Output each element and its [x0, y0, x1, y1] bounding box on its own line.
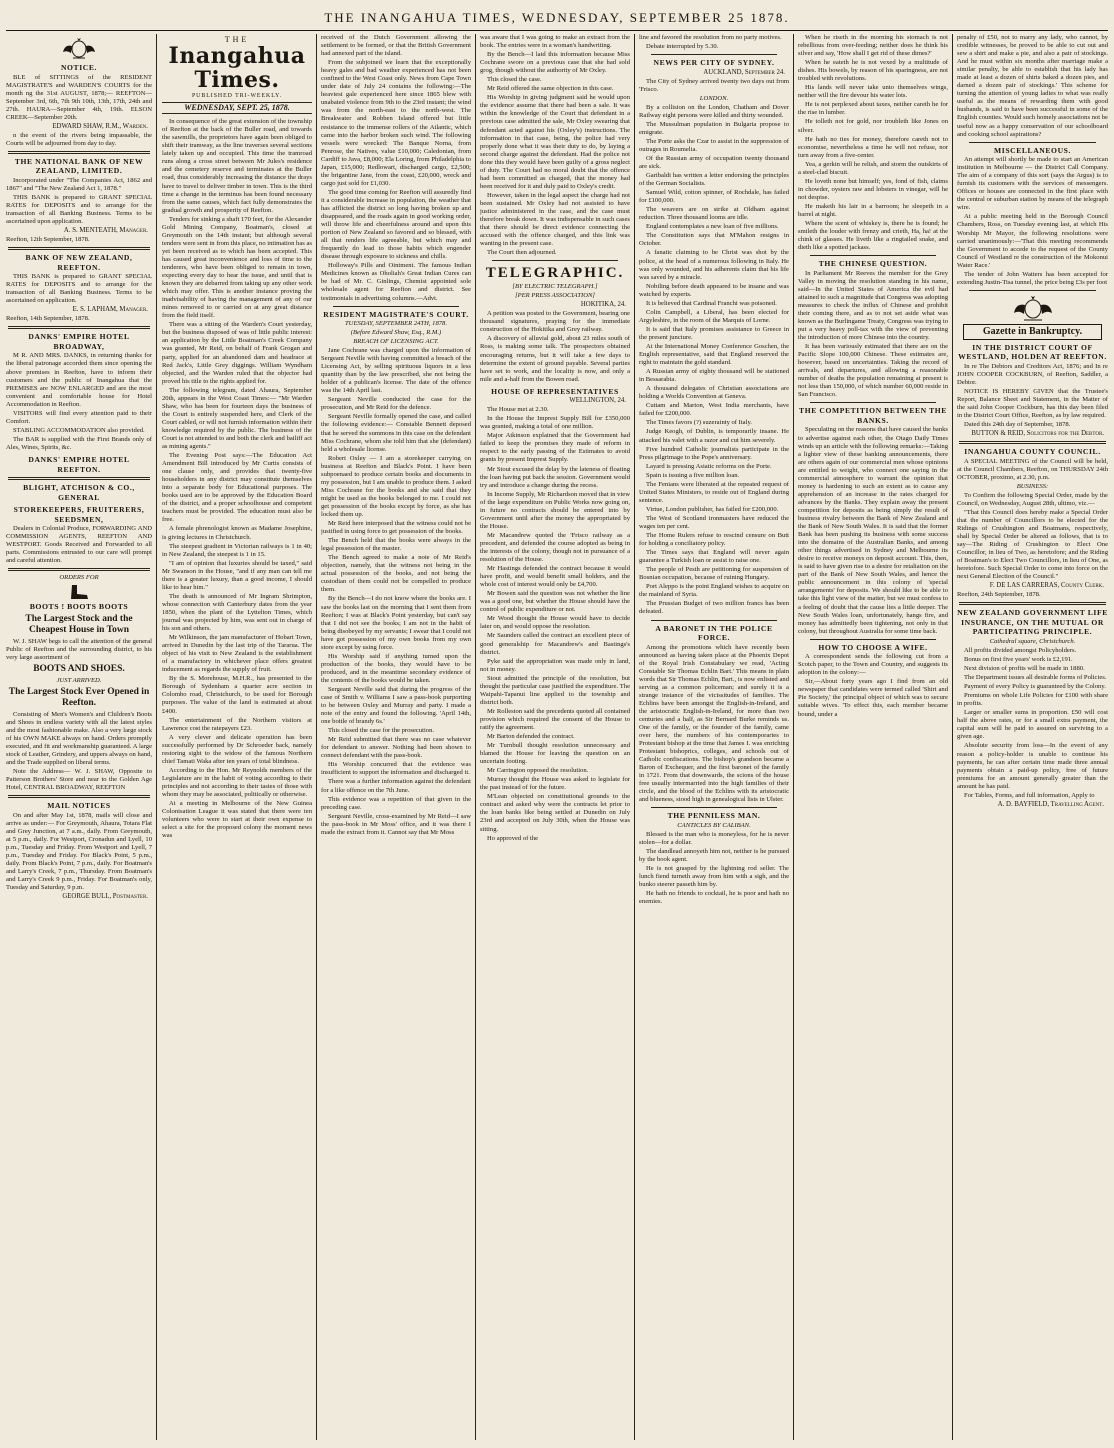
baronet-heading: A BARONET IN THE POLICE FORCE. — [655, 623, 773, 642]
news-paragraph: The City of Sydney arrived twenty two days out from 'Frisco. — [639, 77, 789, 93]
divider — [8, 477, 150, 480]
shaw-address: Note the Address— W. J. SHAW, Opposite to Patterson Brothers' Store and near to the Golden Age Hotel, CENTRAL BROADWAY, REEFTON — [6, 768, 152, 792]
house-paragraph: Mr Wood thought the House would have to decide later on, and would oppose the resolution. — [480, 615, 630, 631]
news-paragraph: The West of Scotland ironmasters have reduced the wages ten per cent. — [639, 514, 789, 530]
news-paragraph: Samuel Wild, cotton spinner, of Rochdale, has failed for £100,000. — [639, 189, 789, 205]
competition-heading: THE COMPETITION BETWEEN THE BANKS. — [799, 406, 947, 425]
mail-notices-heading: MAIL NOTICES — [47, 801, 111, 811]
hotel-text: M R. AND MRS. DANKS, in returning thanks for the liberal patronage accorded them since opening the above premises in Reefton, have to inform their customers and the public of Inangahua that the PREMISES are NOW ENLARGED and are the most convenient and comfortable house for Hotel Accommodation in Reefton. — [6, 352, 152, 408]
mail-notices-text: On and after May 1st, 1878, mails will close and arrive as under:— For Greymouth, Ahaura, Totara Flat and Grey Junction, at 7 a.m., daily. From Greymouth, at 5 p.m., daily. For Westport, Cronadun and Lyell, 10 p.m., Tuesday and Friday. From Westport and Lyell, 7 p.m., Tuesday and Friday. For Black's Point, 5 p.m., daily. From Black's Point, 7 p.m., daily. For Boatman's and Larry's Creek, 7 p.m., Thursday. From Boatman's and Larry's Creek 9 p.m., Friday. For Boatman's only, Tuesday and Saturday, 9 p.m. — [6, 811, 152, 892]
penniless-paragraph: He is not grasped by the lightning rod seller. The lunch fiend turneth away from him with a sigh, and the bunko steerer passeth him by. — [639, 865, 789, 889]
penniless-paragraph: His lands will never take unto themselves wings, neither will the fire devour his water lots. — [798, 84, 948, 100]
divider — [959, 441, 1106, 444]
chinese-paragraph: In Parliament Mr Reeves the member for the Grey Valley in moving the resolution standing in his name, said—In the United States of America the evil had attained to such a magnitude that Congress was adopting measures to check the influx of Chinese and prohibit their coming there, and as to not set aside what was known as the Burlingame Treaty, Congress was trying to put a very heavy poll-tax with the view of preventing the introduction of more Chinese into the country. — [798, 269, 948, 342]
house-paragraph: Mr Stout excused the delay by the lateness of floating the loan having put back the session. Government would try and introduce a change during the recess. — [480, 465, 630, 489]
miscellaneous-heading: MISCELLANEOUS. — [994, 145, 1071, 155]
article-paragraph: The good time coming for Reefton will assuredly find it a considerable increase in population, the weather that has afflicted the district so long having broken up and disappeared, and the roads again in good working order, will throw life and cheerfulness around and upon this portion of New Zealand so favored and so blessed, with all that renders life agreeable, but which may and frequently do lead to those habits which engender disease through exposure to sickness and chills. — [321, 188, 471, 261]
divider — [8, 326, 150, 329]
column-rule — [793, 34, 794, 1440]
court-paragraph: Mr Reid here interposed that the witness could not be justified in using force to get possession of the books. — [321, 520, 471, 536]
news-paragraph: The Home Rulers refuse to rescind censure on Butt for holding a conciliatory policy. — [639, 532, 789, 548]
article-paragraph: A very clever and delicate operation has been successfully performed by Dr Schroeder back, namely restoring sight to the widow of the famous Northern chief Tamati Waka after ten years of total blindness. — [162, 733, 312, 765]
column-3 — [321, 34, 471, 1442]
house-paragraph: Mr Saunders called the contract an excellent piece of good generalship for Macandrew's and Bastings's district. — [480, 632, 630, 656]
court-paragraph: Sergeant Neville said that during the progress of the case of Smith v. Williams I saw a pass-book purporting to be between Oxley and Murray and party. I made a note of the entry and found the following. 'April 14th, one bottle of brandy 6s.' — [321, 685, 471, 726]
telegraphic-sub: [BY ELECTRIC TELEGRAPH.] — [512, 283, 598, 291]
penniless-paragraph: He hath no ties for money, therefore careth not to economise, nevertheless a time he will not refuse, nor turn away from a five-center. — [798, 135, 948, 159]
insurance-heading: NEW ZEALAND GOVERNMENT LIFE INSURANCE, ON THE MUTUAL OR PARTICIPATING PRINCIPLE. — [957, 608, 1108, 637]
news-paragraph: The Constitution says that M'Mahon resigns in October. — [639, 232, 789, 248]
column-rule — [952, 34, 953, 1440]
penniless-paragraph: He tolleth not for gold, nor troubleth like Jones on silver. — [798, 118, 948, 134]
news-paragraph: The Porte asks the Czar to assist in the suppression of outrages in Roumelia. — [639, 137, 789, 153]
store-heading-2: STOREKEEPERS, FRUITERERS, SEEDSMEN, — [13, 505, 145, 524]
chinese-question-heading: THE CHINESE QUESTION. — [818, 259, 928, 269]
newspaper-title-block — [162, 36, 312, 114]
penniless-paragraph: He is not perplexed about taxes, neither careth he for the rise in lumber. — [798, 101, 948, 117]
news-paragraph: Of the Russian army of occupation twenty thousand are sick. — [639, 154, 789, 171]
divider — [651, 54, 777, 55]
largest-stock-heading: The Largest Stock and the Cheapest House in Town — [25, 613, 133, 635]
issue-date: WEDNESDAY, SEPT. 25, 1878. — [162, 102, 312, 114]
store-text: Dealers in Colonial Produce, FORWARDING AND COMMISSION AGENTS, REEFTON AND WESTPORT. Goods Received and Forwarded to all parts. Commissions entrusted to our care will prompt and careful attention. — [6, 525, 152, 565]
wife-paragraph: penalty of £50, not to marry any lady, who cannot, by credible witnesses, be proved to be able to cut out and sew a shirt and make a pie, and also a pair of stockings. And he must within six months after marriage make a similar penalty, be able to establish that his lady has made at least a dozen of shirts baked a dozen pies, and darned a dozen pair of stockings.' This scheme for turning the attention of young ladies to what was really useful as the means of rewarding them with good husbands, is said to have been successful in some of the English counties. Would such homely associations not be useful now as a happy conservation of our schoolboard and cooking school aspirations? — [957, 34, 1108, 138]
court-paragraph: This closed the case for the prosecution. — [328, 727, 435, 735]
house-paragraph: Pyke said the appropriation was made only in land, not in money. — [480, 657, 630, 673]
penniless-paragraph: Blessed is the man who is moneyless, for he is never stolen—for a dollar. — [639, 830, 789, 846]
store-heading: BLIGHT, ATCHISON & CO., GENERAL — [23, 483, 135, 502]
article-paragraph: At a meeting in Melbourne of the New Guinea Colonisation League it was stated that there were ten volunteers who were to start at their own expense to select a site for the proposed colony the moment news was — [162, 800, 312, 840]
court-paragraph: There was a further information against the defendant for a like offence on the 7th June. — [321, 778, 471, 794]
misc-paragraph: At a public meeting held in the Borough Council Chambers, Ross, on Tuesday evening last, at which His Worship Mr Mayor, the following resolutions were carried unanimously:—'That this meeting recommends the Government to accede to the request of the County Council of Westland re the construction of the Mokonui Water Race.' — [957, 213, 1108, 269]
masthead: THE INANGAHUA TIMES, WEDNESDAY, SEPTEMBER 25 1878. — [324, 10, 790, 25]
news-london: LONDON. — [699, 94, 729, 102]
baronet-paragraph: Among the promotions which have recently been announced as having taken place at the Phoenix Depot of the Royal Irish Constabulary we read, 'Acting Constable Sir Thomas Echlin Bart.' This means in plain words that Sir Thomas Echlin, Bart., is now enlisted and serving as a common policeman; and surely it is a strange instance of the vicissitudes of families. The Echlins have been amongst the English-in-Ireland, and the aristocratic English-in-Ireland, for more than two centuries and a half, as Sir Bernard Burke reminds us. One of the family, or the founder of the family, came over here, the numbers of his contemporaries to Protestant bishop at the time that James I. was enriching Protestant bishoprics, colleges, and schools out of Catholic confiscations. The bishop's grandson became a Baron of Exchequer, and the first baronet of the family in 1721. From that downwards, the scions of the house free usually intermarried into the high families of their circle, and the blood of the Echlins with its aristocratic and blueness, stood high in genealogical lists in Ulster. — [639, 643, 789, 804]
insurance-paragraph: Payment of every Policy is guaranteed by the Colony. — [964, 683, 1106, 691]
news-location: AUCKLAND, September 24. — [703, 68, 785, 76]
divider — [333, 306, 459, 307]
court-paragraph: was aware that I was going to make an extract from the book. The entries were in a woman's handwriting. — [480, 34, 630, 50]
article-paragraph: received of the Dutch Government allowing the settlement to be formed, or that the British Government had annexed part of the island. — [321, 34, 471, 58]
divider — [492, 260, 618, 261]
bank-nz-text: THIS BANK is prepared to GRANT SPECIAL RATES for DEPOSITS and to arrange for the transaction of all Banking Business. Terms to be ascertained on application. — [6, 273, 152, 305]
court-paragraph: His Worship said if anything turned upon the production of the books, they would have to be produced, and in the meantime secondary evidence of the contents of the books would be taken. — [321, 652, 471, 684]
house-paragraph: Mr Rolleston said the precedents quoted all contained provision which required the consent of the House to ratify the agreement. — [480, 707, 630, 731]
news-paragraph: Garibaldi has written a letter endorsing the principles of the German Socialists. — [639, 172, 789, 188]
house-paragraph: Murray thought the House was asked to legislate for the past instead of for the future. — [480, 776, 630, 792]
notice-footnote: n the event of the rivers being impassable, the Courts will be adjourned from day to day. — [6, 131, 152, 147]
news-paragraph: Layard is pressing Asiatic reforms on the Porte. — [646, 462, 772, 470]
misc-paragraph: The tender of John Watters has been accepted for extending Justin-Tisa tunnel, the price being £3s per foot — [957, 270, 1108, 286]
insurance-paragraph: Bonus on first five years' work is £2,191. — [964, 655, 1073, 663]
largest-stock-2: The Largest Stock Ever Opened in Reefton. — [8, 686, 150, 708]
insurance-paragraph: Premiums on whole Life Policies for £100 with share in profits. — [957, 692, 1108, 708]
hotel-footer: DANKS' EMPIRE HOTEL REEFTON. — [28, 455, 130, 474]
house-paragraph: Ho approved of the — [487, 834, 539, 842]
house-paragraph: Mr Barton defended the contract. — [487, 733, 575, 741]
council-paragraph: To Confirm the following Special Order, made by the Council, on Wednesday, August 28th, ultimo, viz.— — [957, 491, 1108, 507]
news-paragraph: Colin Campbell, a Liberal, has been elected for Argyleshire, in the room of the Marquis of Lorne. — [639, 308, 789, 324]
national-bank-date: Reefton, 12th September, 1878. — [6, 236, 90, 244]
telegram-paragraph: A petition was posted to the Government, bearing one thousand signatures, praying for the immediate construction of the Hokitika and Grey railway. — [480, 310, 630, 334]
house-paragraph: Mr Macandrew quoted the 'Frisco railway as a precedent, and defended the course adopted as being in the interests of the colony, though not in pursuance of a resolution of the House. — [480, 531, 630, 564]
news-paragraph: Virtue, London publisher, has failed for £200,000. — [646, 505, 779, 513]
news-paragraph: A fanatic claiming to be Christ was shot by the police, at the head of a numerous following in Italy. He was only wounded, and his adherents claim that his life was saved by a miracle. — [639, 249, 789, 281]
article-paragraph: The steepest gradient in Victorian railways is 1 in 40; in New Zealand, the steepest is 1 in 15. — [162, 542, 312, 558]
news-paragraph: Spain is issuing a five million loan. — [646, 471, 740, 479]
column-6 — [798, 34, 948, 1442]
divider — [8, 247, 150, 250]
court-paragraph: This closed the case. — [487, 76, 542, 84]
district-court-signature: BUTTON & REID, Solicitors for the Debtor. — [971, 430, 1104, 438]
just-arrived: JUST ARRIVED. — [56, 676, 102, 684]
house-paragraph: Stout admitted the principle of the resolution, but thought the particular case justified the expenditure. The Waipahi-Tapanui line applied to the township and district both. — [480, 674, 630, 706]
notice-text: BLE of SITTINGS of the RESIDENT MAGISTRATE'S and WARDEN'S COURTS for the month ng the 31st AUGUST, 1878;— REEFTON—September 3rd, 6th, 7th 9th 10th, 13th, 17th, 24th and 27th. HAURA—September 4th, 19th. ELSON CREEK—September 20th. — [6, 73, 152, 121]
hotel-stabling: STABLING ACCOMMODATION also provided. — [13, 426, 145, 434]
insurance-paragraph: The Department issues all desirable forms of Policies. — [964, 674, 1107, 682]
penniless-heading: THE PENNILESS MAN. — [667, 811, 761, 821]
court-paragraph: His Worship concurred that the evidence was insufficient to support the information and discharged it. — [321, 761, 471, 777]
divider — [959, 602, 1106, 605]
column-5 — [639, 34, 789, 1442]
news-paragraph: The weavers are on strike at Oldham against reduction. Three thousand looms are idle. — [639, 206, 789, 222]
column-rule — [316, 34, 317, 1440]
house-paragraph: Mr Hastings defended the contract because it would have profit, and would benefit small holders, and the whole cost of interest would only be £4,700. — [480, 565, 630, 589]
notice-heading: NOTICE. — [60, 63, 98, 72]
court-paragraph: His Worship in giving judgment said he would upon the evidence assume that there had been a sale. It was within the knowledge of the Court that defendant in a previous case admitted the sale, Mr Oxley swearing that defendant acted against his (Oxley's) instructions. The information in that case, being, the police had very properly done what it was their duty to do, by laying a second charge against the defendant. Had the police not done this they would have been guilty of a gross neglect of duty. The Court had no moral doubt that the offence had been committed as charged, that the money had been received for it and duly paid to Oxley's credit. — [480, 94, 630, 190]
court-paragraph: Sergeant Neville conducted the case for the prosecution, and Mr Reid for the defence. — [321, 396, 471, 412]
house-paragraph: Mr Turnbull thought resolution unnecessary and blamed the House for leaving the question on an uncertain footing. — [480, 742, 630, 766]
divider — [969, 290, 1096, 291]
column-1 — [6, 34, 152, 1442]
house-paragraph: The House met at 2.30. — [487, 406, 549, 414]
insurance-signature: A. D. BAYFIELD, Travelling Agent. — [997, 800, 1104, 808]
penniless-paragraph: When he riseth in the morning his stomach is not rebellious from over-feeding; neither does he think his silver and say, 'How shall I get rid of these dimes?' — [798, 34, 948, 58]
news-paragraph: The Times favors (?) suzerainty of Italy. — [646, 419, 752, 427]
article-paragraph: "I am of opinion that luxuries should be taxed," said Mr Swanson in the House, "and if any man can tell me there is a greater luxury, than a good income, I should like to hear him." — [162, 559, 312, 591]
court-paragraph: However, taken in the legal aspect the charge had not been sustained. Mr Oxley had not assisted to have justice administered in the case, and the case must therefore break down. It was indispensable in such cases that there should be direct evidence connecting the accused with the offence charged, and this link was wanting in the present case. — [480, 191, 630, 248]
newspaper-title: Inangahua Times. — [168, 43, 306, 94]
article-paragraph: Holloway's Pills and Ointment. The famous Indian Medicines known as Oholiah's Great Indian Cures can be had of Mr. C. Ginlings, Chemist appointed sole wholesale agent for Reefton and district. See testimonials in advertising columns.—Advt. — [321, 262, 471, 302]
wife-paragraph: A correspondent sends the following cut from a Scotch paper, to the Town and Country, and suggests its adoption in the colony:— — [798, 653, 948, 677]
divider — [8, 795, 150, 798]
divider — [651, 620, 777, 621]
house-paragraph: M'Lean objected on constitutional grounds to the contract and asked why were the contracts let prior to the loan banks like being settled at Dunedin on July 23rd and accepted on July 30th, when the House was sitting. — [480, 793, 630, 833]
council-paragraph: A SPECIAL MEETING of the Council will be held, at the Council Chambers, Reefton, on THURSDAY 24th OCTOBER, proximo, at 2.30, p.m. — [957, 457, 1108, 481]
penniless-paragraph: He hath no friends to cocktail, he is poor and hath no enemies. — [639, 890, 789, 906]
court-paragraph: Sergeant Neville, cross-examined by Mr Reid—I saw the pass-book in Mr Moss' office, and it was there I made the extract from it. Cannot say that Mr Moss — [321, 812, 471, 836]
telegraphic-location: HOKITIKA, 24. — [580, 301, 626, 309]
article-paragraph: In consequence of the great extension of the township of Reefton at the back of the Buller road, and towards the sawmills, the proprietors have again been obliged to shift their tramway, as the line traverses several sections lately taken up and occupied. This time the tramroad runs along a cross street between Mr Jules's residence and the cemetery reserve and terminates at the Buller road, thus considerably increasing the distance the drays have to travel to deliver timber in town. This is the third time a change in the terminus has been found necessary from the same causes, which fact fully demonstrates the gradual growth and prosperity of Reefton. — [162, 118, 312, 214]
column-rule — [475, 34, 476, 1440]
rm-court-heading: RESIDENT MAGISTRATE'S COURT. — [323, 309, 469, 319]
boots-shoes-heading: BOOTS AND SHOES. — [33, 663, 125, 674]
house-paragraph: Debate interrupted by 5.30. — [646, 43, 719, 51]
news-paragraph: The Fenians were liberated at the repeated request of United States Ministers, to reside out of England during sentence. — [639, 480, 789, 504]
council-paragraph: "That this Council does hereby make a Special Order that the number of Councillors to be elected for the Ridings of Crushington and Boatmans, respectively, shall by Special Order be altered as follows, that is to say—The Riding of Crushington to Elect One Councillor, in lieu of Two, as heretofore; and the Riding of Boatman's to Elect Two Councillors, in lieu of One, as heretofore. Such Special Order to come into force on the next General Election of the Council." — [957, 508, 1108, 581]
penniless-paragraph: He maketh his lair in a barroom; he sleepeth in a barrel at night. — [798, 202, 948, 218]
national-bank-incorporation: Incorporated under "The Companies Act, 1862 and 1867" and "The New Zealand Act 1, 1878." — [6, 176, 152, 192]
house-paragraph: Mr Bowen said the question was not whether the line was a good one, but whether the House should have the control of public expenditure or not. — [480, 590, 630, 614]
insurance-paragraph: Larger or smaller sums in proportion. £50 will cost half the above rates, or for a small extra payment, the capital sum will be paid to assured on surviving to a given age. — [957, 709, 1108, 741]
article-paragraph: The Evening Post says:—The Education Act Amendment Bill introduced by Mr Curtis consists of one clause only, and provides that twenty-five householders in any district may constitute themselves into a separate body for Educational purposes. The books used are to be approved by the Education Board of the district, and a proper schoolhouse and competent teachers must be provided. The education must also be free. — [162, 452, 312, 524]
news-paragraph: A thousand delegates of Christian associations are holding a Worlds Convention at Geneva. — [639, 385, 789, 401]
article-paragraph: Tenders for sinking a shaft 170 feet, for the Alexander Gold Mining Company, Boatman's, closed at Greymouth on the 14th instant; but although several tenders were sent in from this place, no intimation has as yet been received as to which has been accepted. This has caused great inconvenience and loss of time to the tenderers, who have been obliged to remain in town, expecting every day to hear the issue, and until that is known they are debarred from taking up any other work which may offer. This is another instance proving the inadvisability of having the management of any of our mines removed to or carried on at any great distance from the field itself. — [162, 215, 312, 320]
insurance-paragraph: All profits divided amongst Policyholders. — [964, 646, 1077, 654]
penniless-paragraph: Yea, a gerkin will he relish, and storm the outskirts of a steel-clad biscuit. — [798, 160, 948, 176]
divider — [969, 142, 1096, 143]
divider — [651, 807, 777, 808]
news-paragraph: It is said that Italy promises assistance to Greece in the present juncture. — [639, 325, 789, 341]
house-paragraph: Mr Carrington opposed the resolution. — [487, 767, 589, 775]
insurance-paragraph: Absolute security from loss—In the event of any reason a policy-holder is unable to continue his payments, he can after certain time made three annual payments obtain a paid-up policy, free of future premiums for an amount generally greater than the amount he has paid. — [957, 742, 1108, 790]
wife-heading: HOW TO CHOOSE A WIFE. — [818, 642, 928, 652]
council-date: Reefton, 24th September, 1878. — [957, 591, 1041, 599]
district-court-in-re: In re The Debtors and Creditors Act, 1876; and In re JOHN COOPER COCKBURN, of Reefton, Saddler, a Debtor. — [957, 362, 1108, 386]
news-paragraph: By a collision on the London, Chatham and Dover Railway eight persons were killed and thirty wounded. — [639, 103, 789, 119]
article-paragraph: The entertainment of the Northern visitors at Lawrence cost the ratepayers £23. — [162, 716, 312, 732]
national-bank-signature: A. S. MENTEATH, Manager. — [63, 227, 148, 235]
council-business: BUSINESS: — [1016, 482, 1049, 490]
bank-nz-signature: E. S. LAPHAM, Manager. — [72, 306, 148, 314]
court-paragraph: Sergeant Neville formally opened the case, and called the following evidence:— Constable Bennett deposed that he served the summons in this case on the defendant Miss Cochrane, whom she told him that she (defendant) held a wholesale license. — [321, 413, 471, 453]
county-council-heading: INANGAHUA COUNTY COUNCIL. — [964, 447, 1101, 457]
wife-paragraph: Sir,—About forty years ago I find from an old newspaper that candidates were termed called 'Shirt and Pie Society,' the principal object of which was to secure suitable wives. 'To effect this, each member became bound, under a — [798, 678, 948, 718]
house-location: WELLINGTON, 24. — [569, 397, 626, 405]
boot-icon — [68, 584, 90, 600]
column-2 — [162, 34, 312, 1442]
article-paragraph: From the subjoined we learn that the exceptionally heavy gales and bad weather experienced has not been confined to the West Coast only. News from Cape Town under date of July 24 contains the following:—The heaviest gale experienced here since 1865 blew with unabated violence from 9th to the 23rd instant; the wind was from the north-east to the north-west. The Breakwater and Robben Island offered but little resistance to the immense rollers of the Atlantic, which came into the harbor broken such wind. The following vessels were wrecked: The Banque Norna, from Penrose, the Natives, value £10,000; Caledonian, from Cardiff to Java, £8,000; Ela Loring, from Philadelphia to Japan, £15,000; Redlowart, discharged cargo, £2,500; the brigantine Jane, from the coast, £20,000, wreck and cargo just sold for £1,030. — [321, 59, 471, 187]
article-paragraph: According to the Hon. Mr Reynolds members of the Legislature are in the habit of voting according to their principles and not according to their tastes of those with whom they may be associated, politically or otherwise. — [162, 766, 312, 798]
news-paragraph: It is believed that Cardinal Franchi was poisoned. — [646, 299, 777, 307]
court-paragraph: The Bench agreed to make a note of Mr Reid's objection, namely, that the witness not being in the actual possession of the books, and not being the custodian of them could not be compelled to produce them. — [321, 554, 471, 594]
insurance-location: Cathedral square, Christchurch. — [989, 637, 1076, 645]
court-paragraph: Mr Reid offered the same objection in this case. — [487, 85, 614, 93]
insurance-paragraph: Next division of profits will be made in 1880. — [964, 665, 1085, 673]
court-paragraph: Jane Cochrane was charged upon the information of Sergeant Neville with having committed a breach of the Licensing Act, by selling spirituous liquors in a less quantity than by the law prescribed, she not being the holder of a publican's license. The date of the offence was the 14th April last. — [321, 347, 471, 395]
district-court-notice: NOTICE IS HEREBY GIVEN that the Trustee's Report, Balance Sheet and Statement, in the Matter of the said John Cooper Cockburn, has this day been filed in the District Court Office, Reefton, as by law required. — [957, 388, 1108, 420]
news-heading: NEWS PER CITY OF SYDNEY. — [653, 58, 775, 68]
telegraphic-sub-2: [PER PRESS ASSOCIATION] — [515, 292, 595, 300]
house-paragraph: line and favored the resolution from no party motives. — [639, 34, 782, 41]
court-paragraph: Robert Oxley — I am a storekeeper carrying on business at Reefton and Black's Point. I have been subpoenaed to produce certain books and documents in my possession, but I am unable to produce them. I asked Miss Cochrane for the books and she said that they might be used as the books belonged to me. I could not get possession of the books except by force, as she has locked them up. — [321, 454, 471, 518]
news-paragraph: Port Aleppo is the point England wishes to acquire on the mainland of Syria. — [639, 583, 789, 599]
court-paragraph: By the Bench—I laid this information because Miss Cochrane swore on a previous case that she had sold grog, though without the authority of Mr Oxley. — [480, 51, 630, 75]
column-4 — [480, 34, 630, 1442]
boots-line: BOOTS ! BOOTS BOOTS — [29, 602, 129, 612]
hotel-bar: The BAR is supplied with the First Brands only of Ales, Wines, Spirits, &c. — [6, 435, 152, 451]
article-paragraph: The death is announced of Mr Ingram Shrimpton, whose connection with Canterbury dates from the year 1850, when the plant of the Lyttelton Times, which journal was projected by him, was sent out in charge of his son and others. — [162, 592, 312, 633]
news-paragraph: The Prussian Budget of two million francs has been defeated. — [639, 600, 789, 616]
house-paragraph: In Income Supply, Mr Richardson moved that in view of the large expenditure on Public Works now going on, in future no contracts should be entered into by Government until after the money the appropriated by the House. — [480, 490, 630, 530]
national-bank-heading: THE NATIONAL BANK OF NEW ZEALAND, LIMITED. — [14, 156, 144, 176]
news-paragraph: Judge Keogh, of Dublin, is temporarily insane. He attacked his valet with a razor and cut him severely. — [639, 428, 789, 444]
news-paragraph: Nobiling before death appeared to be insane and was watched by experts. — [639, 282, 789, 298]
title-the: THE — [224, 35, 250, 44]
court-paragraph: The Bench held that the books were always in the legal possession of the master. — [321, 537, 471, 553]
national-bank-text: THIS BANK is prepared to GRANT SPECIAL RATES for DEPOSITS and to arrange for the transaction of all Banking Business. Terms to be ascertained upon application. — [6, 193, 152, 226]
rm-court-before: (Before Edward Shaw, Esq., R.M.) — [350, 329, 442, 337]
rm-court-date: TUESDAY, SEPTEMBER 24TH, 1878. — [345, 320, 447, 328]
insurance-paragraph: For Tables, Forms, and full information, Apply to — [964, 791, 1095, 799]
news-paragraph: At the International Money Conference Goschen, the English representative, said that England reserved the right to maintain the gold standard. — [639, 343, 789, 367]
royal-arms-icon — [998, 294, 1068, 322]
article-paragraph: By the S. Morehouse, M.H.R., has presented to the Borough of Sydenham a quarter acre section in Colombo road, Christchurch, to be used for Borough purposes. The value of the land is estimated at about £400. — [162, 675, 312, 715]
orders-label: ORDERS FOR — [59, 574, 99, 582]
article-paragraph: The following telegram, dated Ahaura, September 20th, appears in the West Coast Times:— "Mr Warden Shaw, who has been for fourteen days the business of the Court is entirely suspended here, and Clerk of the Court cabled, or will not furnish information within their knowledge required by the public. The business of the Court is not attended to and both the clerk and bailiff act as mining agents." — [162, 386, 312, 451]
telegraphic-heading: TELEGRAPHIC. — [485, 265, 625, 282]
house-paragraph: In the House the Imprest Supply Bill for £350,000 was granted, making a total of one million. — [480, 415, 630, 431]
column-rule — [634, 34, 635, 1440]
district-court-date: Dated this 24th day of September, 1878. — [964, 421, 1071, 429]
divider — [810, 639, 936, 640]
divider — [8, 151, 150, 154]
chinese-paragraph: It has been variously estimated that there are on the Pacific Slope 100,000 Chinese. These estimates are, however, based on uncertainties. Taking the record of arrivals, and departures, and allowing a reasonable number of deaths the population remaining at present is not less than 150,000, of which number 60,000 reside in San Francisco. — [798, 343, 948, 399]
news-paragraph: Five hundred Catholic journalists participate in the Press pilgrimage to the Pope's anniversary. — [639, 445, 789, 461]
misc-paragraph: An attempt will shortly be made to start an American institution in Melbourne — the District Call Company. The aim of a company of this sort (says the Argus) is to furnish its customers with the services of messengers. Offices or houses are connected in the first place with the central or suburban station by means of the telegraph wire. — [957, 156, 1108, 212]
divider — [810, 255, 936, 256]
news-paragraph: The Times says that England will never again guarantee a Turkish loan or assist to raise one. — [639, 549, 789, 565]
masthead-rule — [6, 30, 1108, 31]
house-paragraph: Major Atkinson explained that the Government had failed to keep the promises they made of reform in respect to the early passing of the Estimates to avoid grants by present Imprest Supply. — [480, 432, 630, 464]
divider — [8, 568, 150, 571]
news-paragraph: Cuttam and Marton, West India merchants, have failed for £200,000. — [639, 402, 789, 418]
news-paragraph: England contemplates a new loan of five millions. — [646, 223, 779, 231]
column-7 — [957, 34, 1108, 1442]
telegram-paragraph: A discovery of alluvial gold, about 23 miles south of Ross, is making some talk. The prospectors obtained encouraging returns, but it will take a few days to determine the extent of ground payable. Several parties have set to work, and the locality is now, and only a mile and a-half from the Bowen road. — [480, 335, 630, 383]
mail-signature: GEORGE BULL, Postmaster. — [62, 893, 148, 901]
competition-paragraph: Speculating on the reasons that have caused the banks to advertise against each other, the Otago Daily Times winds up an article with the following remarks:—Taking a lighter view of these banking announcements, there are others again of our commercial men whose opinions are entitled to weight, who connect one saying in the commercial atmosphere to warrant the opinion that money is hardening to such an extent as to cause any apprehension of an increase in the rates charged for advances by the Banks. They explain away the present competition for deposits as being simply the result of business rivalry between the Bank of New Zealand and the Bank of New South Wales. It is said that the former Bank has been pushing its business with some success into the domains of the Australian Banks, and among other things advertised in Sydney and Melbourne its desire to receive moneys on deposit account. This, then, is said to have given rise to a desire for retaliation on the part of the Bank of New South Wales, and hence the public announcement in this colony of 'special arrangements' for deposits. We should like to be able to take this light view of the matter, but we must confess to a feeling of doubt that the cause lies a little deeper. The New South Wales loan, unfortunately, hangs fire, and money has admittedly been tightening, not only in that colony, but throughout Australia for some time back. — [798, 426, 948, 635]
court-paragraph: Mr Reid submitted that there was no case whatever for defendant to answer. Nothing had been shown to connect defendant with the pass-book. — [321, 736, 471, 760]
notice-signature: EDWARD SHAW, R.M., Warden. — [52, 122, 148, 130]
penniless-paragraph: When he eateth he is not vexed by a multitude of dishes. His bowels, by reason of his sparingness, are not troubled with revolutions. — [798, 59, 948, 83]
gazette-heading: Gazette in Bankruptcy. — [963, 324, 1102, 340]
court-paragraph: This evidence was a repetition of that given in the preceding case. — [321, 795, 471, 811]
article-paragraph: Mr Wilkinson, the jam manufacturer of Hobart Town, arrived in Dunedin by the last trip of the Tararua. The object of his visit to New Zealand is the establishment of a manufactory in whichever place offers greatest inducement as regards the supply of fruit. — [162, 634, 312, 674]
shaw-text-2: Consisting of Men's Women's and Children's Boots and Shoes in endless variety with all the latest styles and the most fashionable make. Also a very large stock of his OWN MAKE always on hand. Orders promptly executed, and fit and workmanship guaranteed. A large stock of Leather, Grindery, and uppers always on hand, and the Trade supplied on liberal terms. — [6, 710, 152, 767]
penniless-paragraph: The dandlead annoyeth him not, neither is he pursued by the book agent. — [639, 848, 789, 864]
article-paragraph: There was a sitting of the Warden's Court yesterday, but the business disposed of was of little public interest: an application by the Little Boatman's Creek Company was granted, Mr Reid, on behalf of Frank Grogan and party, applied for an abandoned dam and headrace at Red Jack's, Little Grey diggings. William Wyndham objected, and the Warden ruled that the objector had proved his title to the rights applied for. — [162, 321, 312, 385]
bank-nz-heading: BANK OF NEW ZEALAND, REEFTON. — [25, 253, 133, 272]
news-paragraph: The people of Pesth are petitioning for suspension of Bosnian occupation, because of ruining Hungary. — [639, 566, 789, 582]
rm-court-subhead: BREACH OF LICENSING ACT. — [353, 338, 439, 346]
court-paragraph: By the Bench—I do not know where the books are. I saw the books last on the morning that I sent them from Reefton; I was at Black's Point yesterday, but can't say that I did not see the books; I am not in the habit of being disobeyed by my servants; I swear that I could not have got possession of my own books from my own store except by using force. — [321, 595, 471, 651]
penniless-paragraph: He loveth none but himself; yes, fond of fish, claims in chowder, oysters raw and lobsters in vinegar, will he not despise. — [798, 177, 948, 201]
divider — [810, 402, 936, 403]
shaw-text: W. J. SHAW begs to call the attention of the general Public of Reefton and the surrounding district, to his very large assortment of — [6, 637, 152, 661]
hotel-heading: DANKS' EMPIRE HOTEL BROADWAY, — [28, 332, 130, 351]
news-paragraph: A Russian army of eighty thousand will be stationed in Bessarabia. — [639, 368, 789, 384]
bank-nz-date: Reefton, 14th September, 1878. — [6, 315, 90, 323]
news-paragraph: The Mussulman population in Bulgaria propose to emigrate. — [639, 120, 789, 136]
hotel-visitors: VISITORS will find every attention paid to their Comfort. — [6, 409, 152, 425]
house-heading: HOUSE OF REPRESENTATIVES — [491, 386, 619, 396]
council-signature: F. DE LAS CARRERAS, County Clerk. — [989, 582, 1104, 590]
district-court-heading: IN THE DISTRICT COURT OF WESTLAND, HOLDEN AT REEFTON. — [958, 342, 1107, 362]
court-paragraph: The Court then adjourned. — [487, 249, 557, 257]
published-tri-weekly: PUBLISHED TRI-WEEKLY. — [191, 93, 283, 100]
article-paragraph: A female phrenologist known as Madame Josephine, is giving lectures in Christchurch. — [162, 525, 312, 541]
column-rule — [156, 34, 157, 1440]
penniless-sub: CANTICLES BY CALIBAN. — [677, 821, 751, 829]
royal-arms-icon — [57, 36, 101, 60]
penniless-paragraph: Where the scent of whiskey is, there he is found; he smileth the louder with frenzy and crieth, Ha, ha! at the chink of glasses. He liveth like a ringtailed snake, and dieth like a spotted jackass. — [798, 220, 948, 252]
